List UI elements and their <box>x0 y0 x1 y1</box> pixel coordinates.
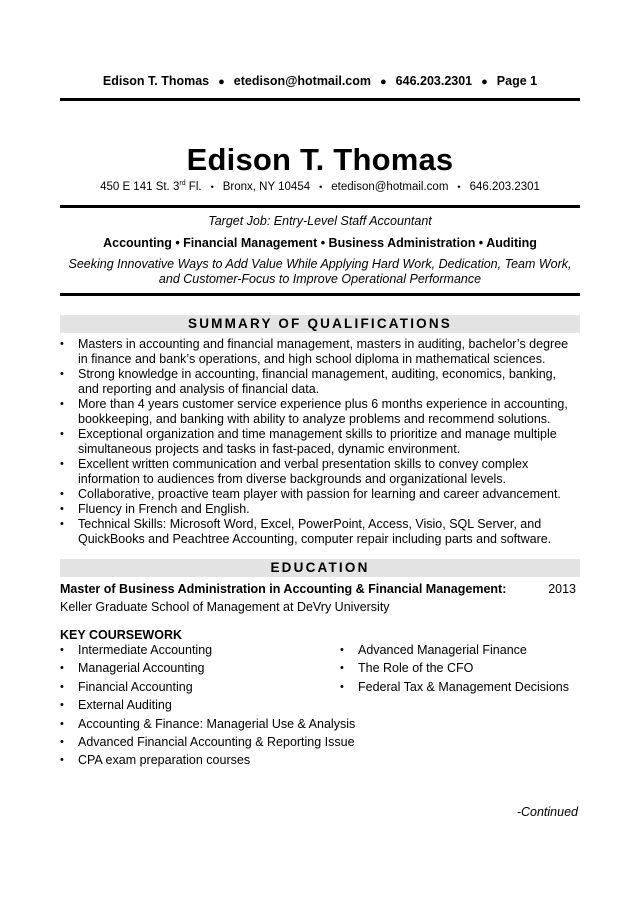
header-rule <box>60 98 580 101</box>
bullet-icon: • <box>60 503 64 515</box>
list-item <box>60 397 580 427</box>
list-item <box>60 427 580 457</box>
school-name: Keller Graduate School of Management at DeVry University <box>60 600 390 614</box>
course-name: CPA exam preparation courses <box>78 753 251 768</box>
course-name: Financial Accounting <box>78 679 193 694</box>
qualification-text: More than 4 years customer service experience plus 6 months experience in accounting, bookkeeping, and banking with ability to analyze problems and recommend solutions. <box>78 397 568 426</box>
list-item <box>60 751 380 769</box>
qualification-text: Exceptional organization and time management skills to prioritize and manage multiple simultaneous projects and tasks in fast-paced, dynamic environment. <box>78 427 557 456</box>
coursework-list-left <box>60 641 380 770</box>
running-header-name: Edison T. Thomas <box>102 74 210 88</box>
course-name: Federal Tax & Management Decisions <box>358 679 569 694</box>
qualifications-list <box>60 337 580 547</box>
contact-rule <box>60 205 580 208</box>
bullet-icon: • <box>60 662 64 675</box>
bullet-icon: • <box>60 754 64 767</box>
course-name: Advanced Financial Accounting & Reporting Issue <box>78 734 355 749</box>
qualification-text: Excellent written communication and verbal presentation skills to convey complex information to audiences from diverse backgrounds and organizational levels. <box>78 457 529 486</box>
list-item <box>340 641 580 659</box>
list-item <box>60 337 580 367</box>
course-name: Advanced Managerial Finance <box>358 643 527 657</box>
course-name: Intermediate Accounting <box>78 643 213 657</box>
running-header-email: etedison@hotmail.com <box>233 74 372 88</box>
degree-year: 2013 <box>548 582 576 596</box>
list-item <box>60 641 380 659</box>
coursework-label: KEY COURSEWORK <box>60 628 183 642</box>
separator-dot: • <box>319 181 323 192</box>
list-item <box>60 457 580 487</box>
course-name: Accounting & Finance: Managerial Use & Analysis <box>78 716 356 731</box>
target-job: Target Job: Entry-Level Staff Accountant <box>208 214 432 228</box>
bullet-icon: • <box>60 699 64 712</box>
bullet-icon: • <box>60 518 64 530</box>
bullet-icon: • <box>60 428 64 440</box>
bullet-icon: • <box>60 368 64 380</box>
objective-rule <box>60 293 580 296</box>
bullet-icon: • <box>60 644 64 656</box>
contact-email: etedison@hotmail.com <box>331 180 449 193</box>
address-street: 450 E 141 St. 3 <box>100 180 180 193</box>
degree-title: Master of Business Administration in Accounting & Financial Management: <box>60 582 507 596</box>
qualification-text: Strong knowledge in accounting, financial management, auditing, economics, banking, and reporting and analysis of financial data. <box>78 367 557 396</box>
focus-areas: Accounting • Financial Management • Business Administration • Auditing <box>103 236 537 250</box>
tagline-line: Seeking Innovative Ways to Add Value While Applying Hard Work, Dedication, Team Work, <box>68 257 572 271</box>
objective-tagline <box>60 257 580 287</box>
bullet-icon: • <box>340 662 344 675</box>
separator-dot: • <box>210 181 214 192</box>
address-city: Bronx, NY 10454 <box>222 180 311 193</box>
qualification-text: Collaborative, proactive team player with passion for learning and career advancement. <box>78 487 561 501</box>
separator-dot: ● <box>380 76 387 88</box>
qualification-text: Fluency in French and English. <box>78 502 250 516</box>
contact-phone: 646.203.2301 <box>469 180 540 193</box>
list-item <box>340 678 580 696</box>
bullet-icon: • <box>60 680 64 693</box>
bullet-icon: • <box>60 338 64 350</box>
separator-dot: ● <box>481 76 488 88</box>
bullet-icon: • <box>60 398 64 410</box>
list-item <box>340 659 580 677</box>
course-name: External Auditing <box>78 698 172 713</box>
address-floor: Fl. <box>185 180 202 193</box>
bullet-icon: • <box>60 458 64 470</box>
course-name: The Role of the CFO <box>358 661 474 676</box>
list-item <box>60 659 380 677</box>
course-name: Managerial Accounting <box>78 661 205 676</box>
bullet-icon: • <box>60 488 64 500</box>
candidate-name: Edison T. Thomas <box>186 142 454 177</box>
contact-line <box>60 180 580 193</box>
bullet-icon: • <box>340 644 344 656</box>
list-item <box>60 696 380 714</box>
list-item <box>60 367 580 397</box>
qualification-text: Masters in accounting and financial management, masters in auditing, bachelor’s degree in finance and bank’s operations, and high school diploma in mathematical sciences. <box>78 337 569 366</box>
running-header-page: Page 1 <box>496 74 538 88</box>
list-item <box>60 678 380 696</box>
bullet-icon: • <box>60 717 64 730</box>
list-item <box>60 715 380 733</box>
education-heading: EDUCATION <box>60 559 580 577</box>
running-header <box>60 74 580 88</box>
running-header-phone: 646.203.2301 <box>395 74 473 88</box>
continued-note: -Continued <box>516 805 578 819</box>
separator-dot: ● <box>218 76 225 88</box>
bullet-icon: • <box>340 680 344 693</box>
list-item <box>60 733 380 751</box>
address-superscript: rd <box>179 180 186 187</box>
list-item <box>60 502 580 517</box>
separator-dot: • <box>457 181 461 192</box>
tagline-line: and Customer-Focus to Improve Operational Performance <box>158 272 482 286</box>
list-item <box>60 487 580 502</box>
qualification-text: Technical Skills: Microsoft Word, Excel, PowerPoint, Access, Visio, SQL Server, and QuickBooks and Peachtree Accounting, computer repair including parts and software. <box>78 517 552 546</box>
bullet-icon: • <box>60 735 64 748</box>
list-item <box>60 517 580 547</box>
summary-heading: SUMMARY OF QUALIFICATIONS <box>60 315 580 333</box>
coursework-list-right <box>340 641 580 696</box>
